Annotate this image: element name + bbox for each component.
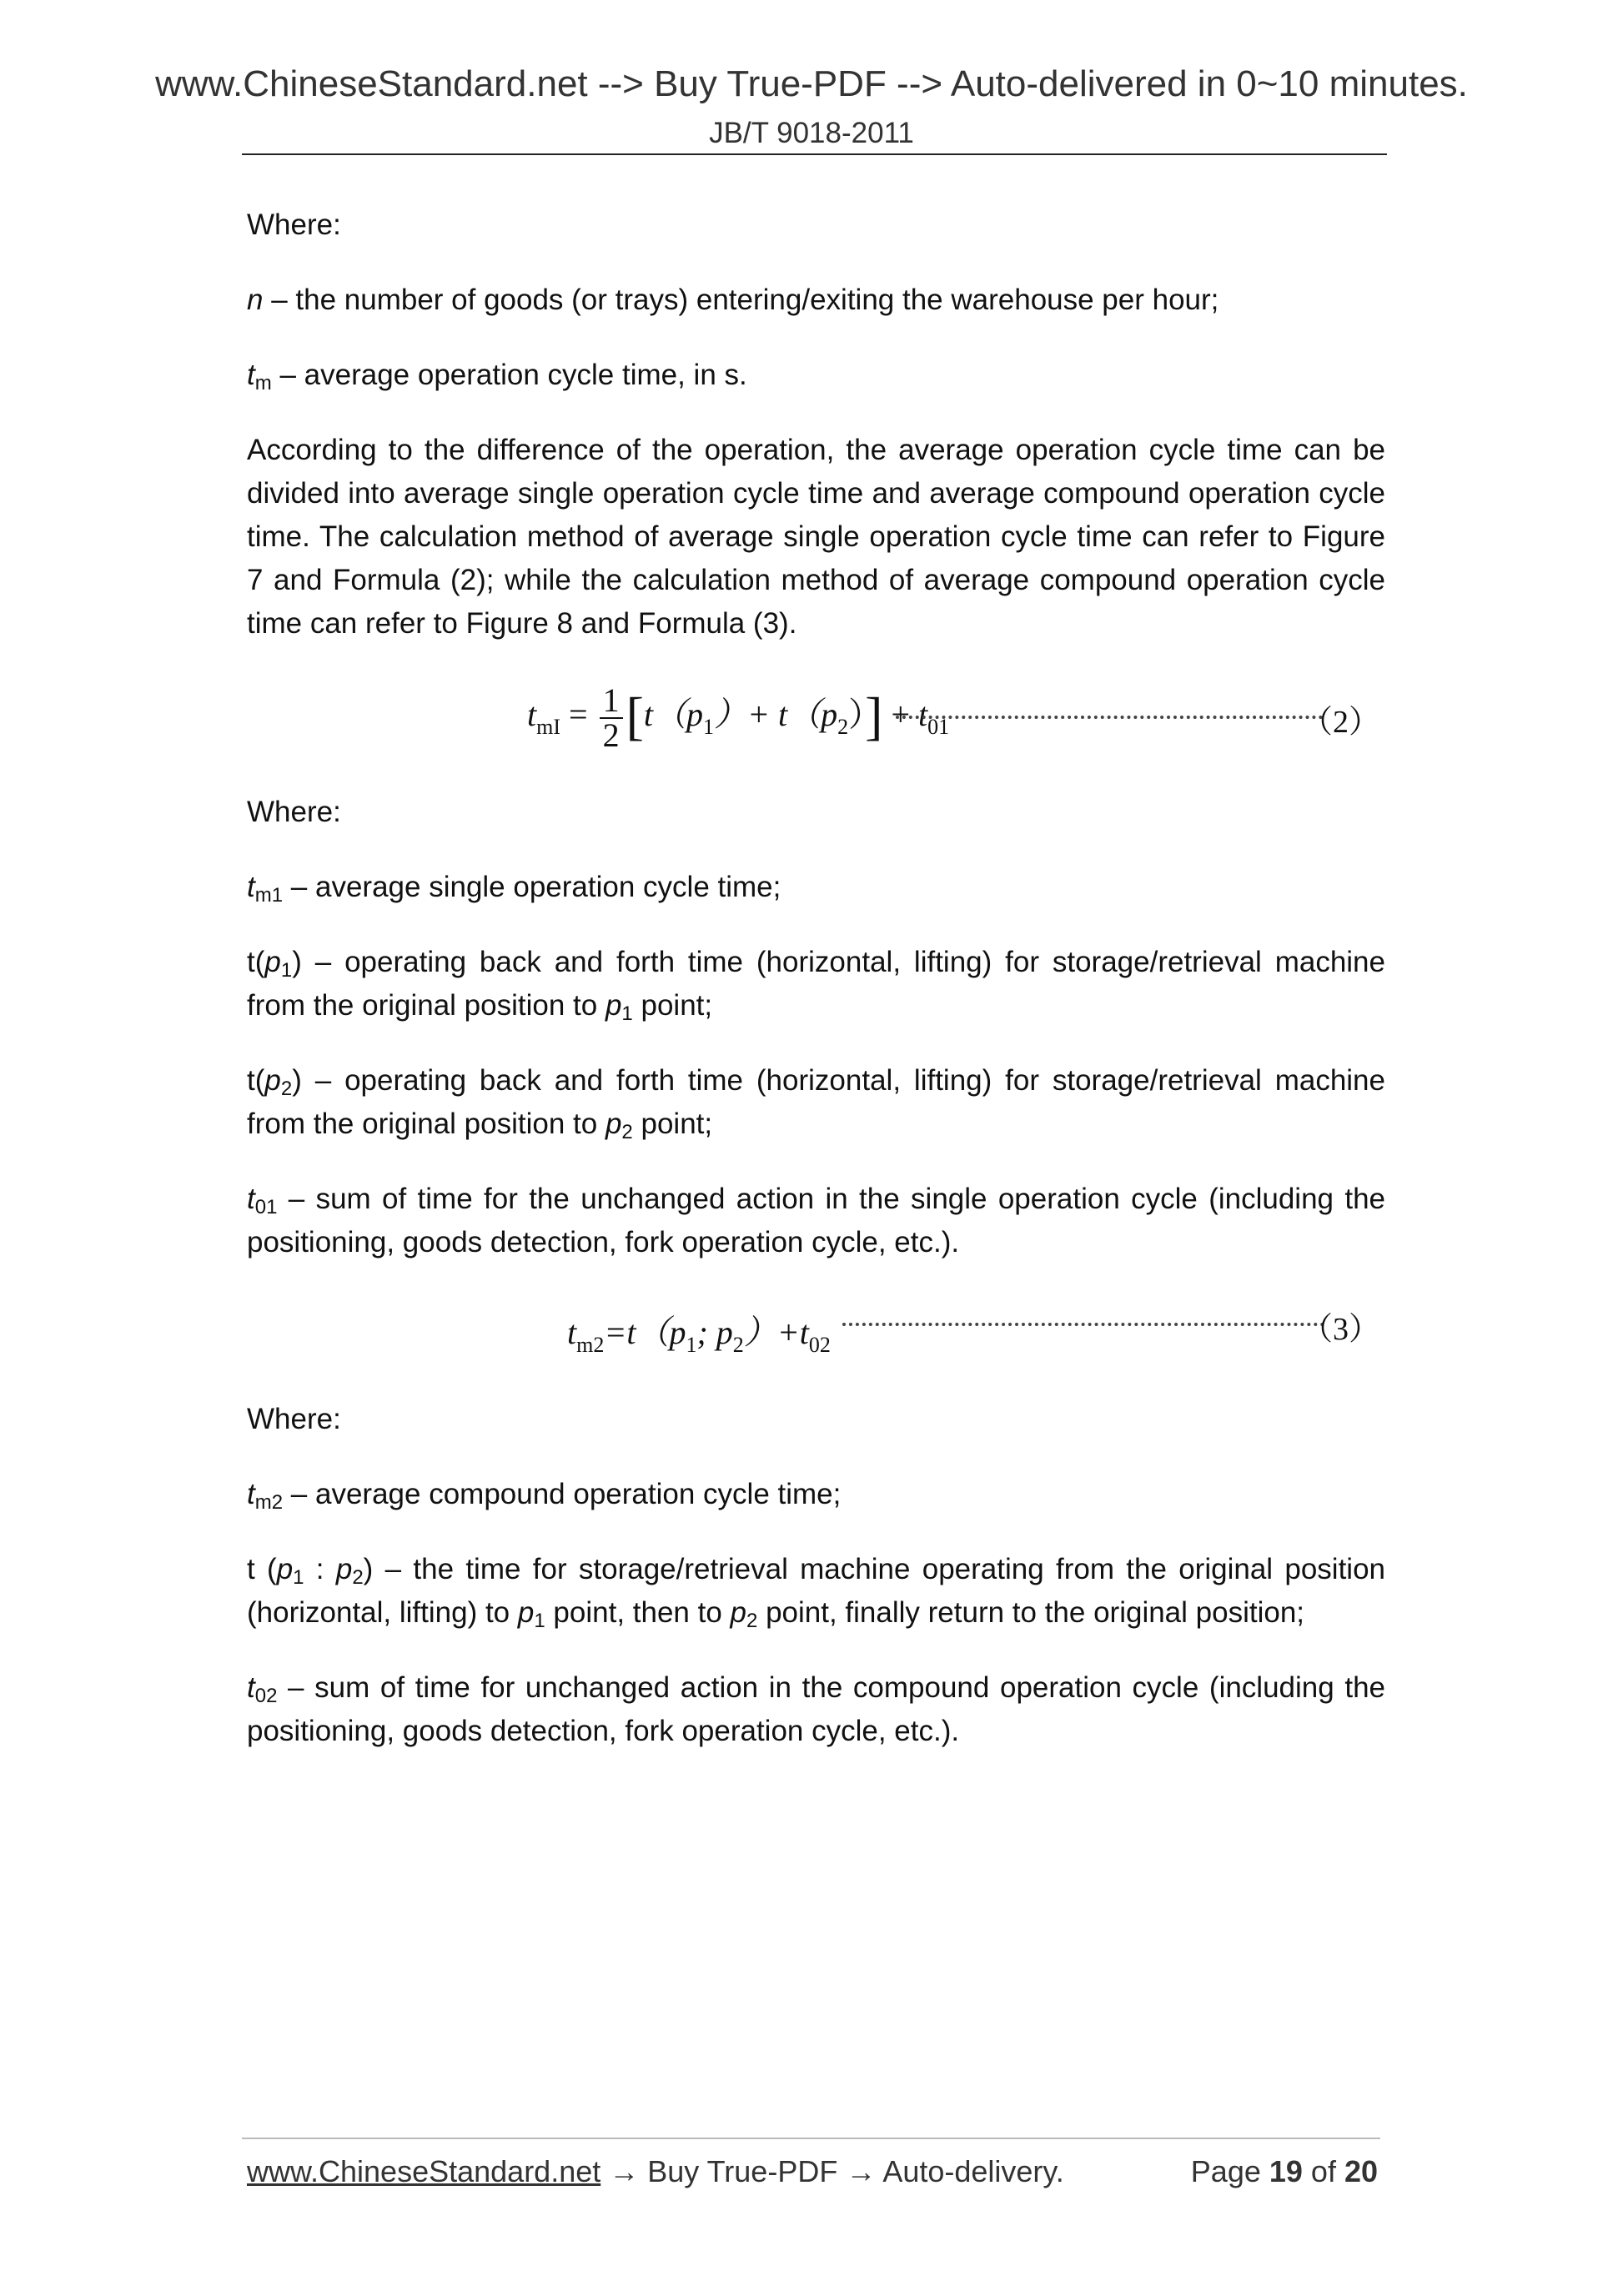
page-number: Page 19 of 20 (1190, 2154, 1378, 2188)
formula-2 (247, 679, 1385, 779)
fraction: $\frac{1}{2}$ (600, 684, 623, 752)
formula-2-number: （2） (1300, 705, 1380, 740)
footer-promo: www.ChineseStandard.net → Buy True-PDF → Auto-delivery. (247, 2154, 1064, 2188)
definition-tp1: $t(p_1)$ – operating back and forth time (horizontal, lifting) for storage/retrieval machine from the original position to $p_1$ point; (247, 946, 1385, 1025)
main-paragraph: According to the difference of the operation, the average operation cycle time can be divided into average single operation cycle time and average compound operation cycle time. The calculation method of average single operation cycle time can refer to Figure 7 and Formula (2); while the calculation method of average compound operation cycle time can refer to Figure 8 and Formula (3). (247, 434, 1385, 640)
definition-t01: $t_{01}$ – sum of time for the unchanged action in the single operation cycle (including the positioning, goods detection, fork operation cycle, etc.). (247, 1183, 1385, 1259)
definition-tp2: $t(p_2)$ – operating back and forth time (horizontal, lifting) for storage/retrieval machine from the original position to $p_2$ point; (247, 1064, 1385, 1143)
where-label-1: Where: (247, 208, 341, 241)
formula-3 (247, 1298, 1385, 1381)
where-label-3: Where: (247, 1403, 341, 1435)
definition-t02: $t_{02}$ – sum of time for unchanged action in the compound operation cycle (including the positioning, goods detection, fork operation cycle, etc.). (247, 1671, 1385, 1747)
where-label-2: Where: (247, 796, 341, 828)
footer-link[interactable]: www.ChineseStandard.net (247, 2154, 601, 2188)
footer-rule (242, 2138, 1380, 2139)
formula-2-expression: $t_{mI}$ = $\frac{1}{2}$ $[t(p_1)+ t(p_2)] + t_{01}$ (527, 681, 950, 754)
definition-n: n – the number of goods (or trays) entering/exiting the warehouse per hour; (247, 284, 1219, 316)
definition-tm2: $t_{m2}$ – average compound operation cycle time; (247, 1478, 842, 1514)
formula-3-expression: $t_{m2}=t(p_1$; $p_2)+t_{02}$ (567, 1314, 831, 1357)
page-content (247, 192, 1385, 1753)
standard-code: JB/T 9018-2011 (709, 117, 914, 149)
formula-3-leader (842, 1323, 1324, 1326)
formula-2-leader (896, 716, 1323, 719)
header-banner: www.ChineseStandard.net --> Buy True-PDF --> Auto-delivered in 0~10 minutes. (155, 63, 1468, 104)
definition-tm1: $t_{m1}$ – average single operation cycle time; (247, 871, 781, 907)
definition-tp1p2: t ($p_1$ : $p_2$) – the time for storage/retrieval machine operating from the original position (horizontal, lifting) to $p_1$ point, then to $p_2$ point, finally return to the original position; (247, 1553, 1385, 1632)
header-rule (242, 153, 1387, 155)
definition-tm: $t_m$ – average operation cycle time, in s. (247, 359, 747, 394)
formula-3-number: （3） (1300, 1312, 1380, 1347)
